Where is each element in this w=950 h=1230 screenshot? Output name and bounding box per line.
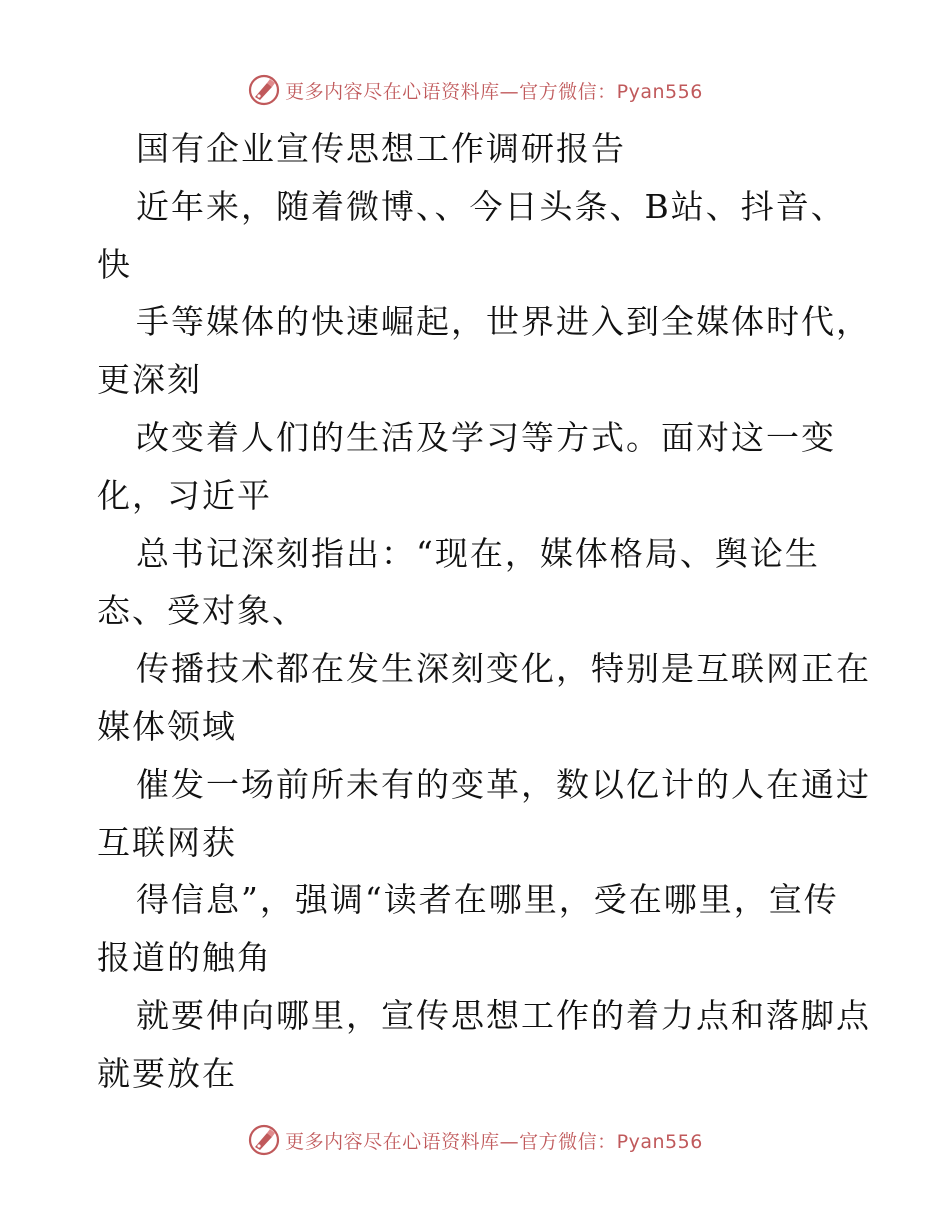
text-line: 就要放在 xyxy=(97,1053,237,1093)
text-line: 近年来，随着微博、、今日头条、B站、抖音、 xyxy=(136,186,846,226)
text-line: 催发一场前所未有的变革，数以亿计的人在通过 xyxy=(136,764,871,804)
text-line: 互联网获 xyxy=(97,822,237,862)
text-line: 报道的触角 xyxy=(97,938,272,978)
text-line: 总书记深刻指出：“现在，媒体格局、舆论生 xyxy=(136,533,820,573)
pen-nib-seal-icon xyxy=(247,1123,281,1157)
watermark-text: 更多内容尽在心语资料库—官方微信：Pyan556 xyxy=(285,80,703,103)
text-line: 就要伸向哪里，宣传思想工作的着力点和落脚点 xyxy=(136,995,871,1035)
header-watermark xyxy=(0,70,950,110)
document-body xyxy=(97,120,871,1103)
text-line: 态、受对象、 xyxy=(97,591,307,631)
text-line: 更深刻 xyxy=(97,360,202,400)
document-title: 国有企业宣传思想工作调研报告 xyxy=(136,129,626,168)
watermark-text: 更多内容尽在心语资料库—官方微信：Pyan556 xyxy=(285,1130,703,1153)
text-line: 媒体领域 xyxy=(97,706,237,746)
text-line: 得信息”，强调“读者在哪里，受在哪里，宣传 xyxy=(136,880,839,920)
pen-nib-seal-icon xyxy=(247,73,281,107)
footer-watermark xyxy=(0,1120,950,1160)
text-line: 传播技术都在发生深刻变化，特别是互联网正在 xyxy=(136,649,871,689)
text-line: 快 xyxy=(97,244,132,284)
text-line: 改变着人们的生活及学习等方式。面对这一变 xyxy=(136,417,836,457)
text-line: 手等媒体的快速崛起，世界进入到全媒体时代， xyxy=(136,302,871,342)
text-line: 化，习近平 xyxy=(97,475,272,515)
